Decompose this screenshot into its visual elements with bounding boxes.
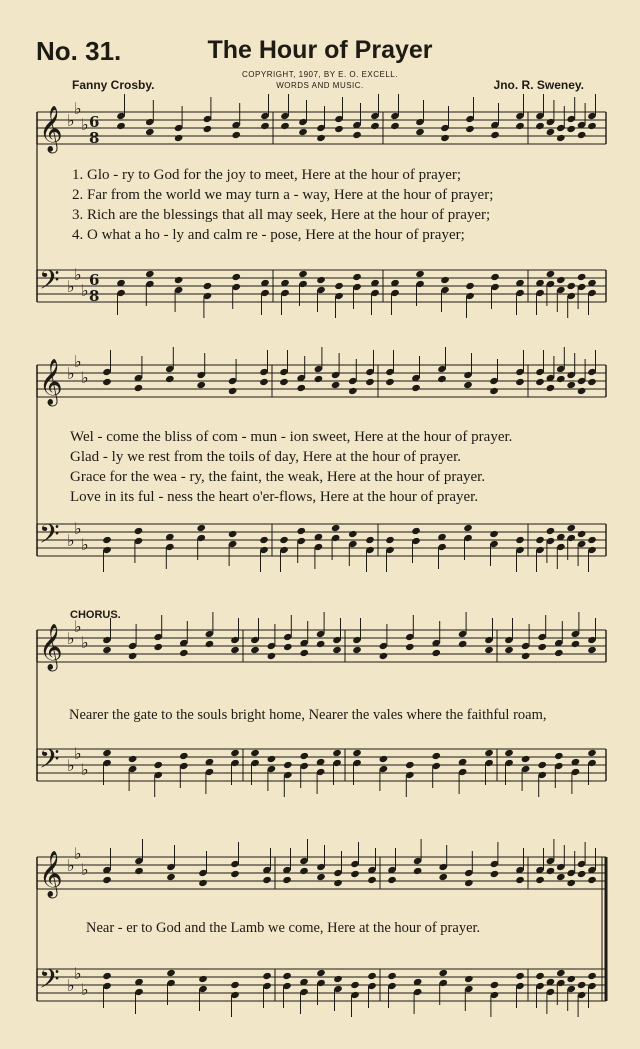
note-head	[535, 122, 545, 130]
note-head	[521, 755, 531, 763]
note-head	[556, 134, 566, 142]
note-head	[379, 755, 389, 763]
note-head	[405, 643, 415, 651]
note-head	[260, 122, 270, 130]
note-head	[411, 384, 421, 392]
note-head	[198, 879, 208, 887]
note-head	[515, 972, 525, 980]
note-head	[332, 646, 342, 654]
flat-icon: ♭	[81, 535, 89, 554]
note-head	[535, 972, 545, 980]
note-head	[546, 867, 556, 875]
note-head	[577, 530, 587, 538]
flat-icon: ♭	[81, 760, 89, 779]
note-head	[230, 646, 240, 654]
composer: Jno. R. Sweney.	[493, 78, 584, 92]
flat-icon: ♭	[74, 519, 82, 538]
note-head	[370, 122, 380, 130]
note-head	[546, 270, 556, 278]
note-head	[116, 122, 126, 130]
treble-clef-icon: 𝄞	[39, 359, 63, 405]
flat-icon: ♭	[67, 111, 75, 130]
note-head	[465, 282, 475, 290]
note-head	[231, 273, 241, 281]
note-head	[316, 134, 326, 142]
note-head	[279, 378, 289, 386]
flat-icon: ♭	[74, 964, 82, 983]
note-head	[102, 749, 112, 757]
note-head	[379, 652, 389, 660]
note-head	[438, 969, 448, 977]
note-head	[587, 749, 597, 757]
note-head	[279, 536, 289, 544]
note-head	[166, 873, 176, 881]
note-head	[464, 879, 474, 887]
note-head	[296, 527, 306, 535]
time-signature-top: 6	[89, 113, 100, 131]
note-head	[489, 530, 499, 538]
note-head	[134, 527, 144, 535]
bass-clef-icon: 𝄢	[39, 264, 60, 302]
chorus-line-2: Near - er to God and the Lamb we come, Here at the hour of prayer.	[86, 920, 481, 936]
flat-icon: ♭	[67, 856, 75, 875]
flat-icon: ♭	[67, 976, 75, 995]
note-head	[415, 270, 425, 278]
bass-clef-icon: 𝄢	[39, 743, 60, 781]
note-head	[566, 381, 576, 389]
flat-icon: ♭	[81, 368, 89, 387]
note-head	[556, 375, 566, 383]
note-head	[490, 273, 500, 281]
note-head	[535, 536, 545, 544]
note-head	[587, 122, 597, 130]
note-head	[228, 530, 238, 538]
note-head	[262, 972, 272, 980]
note-head	[537, 643, 547, 651]
note-head	[231, 131, 241, 139]
note-head	[458, 640, 468, 648]
note-head	[490, 870, 500, 878]
note-head	[463, 381, 473, 389]
note-head	[250, 749, 260, 757]
note-head	[438, 873, 448, 881]
chorus-line-1: Nearer the gate to the souls bright home, Nearer the vales where the faithful roam,	[69, 707, 547, 723]
time-signature-bottom: 8	[89, 287, 100, 305]
flat-icon: ♭	[67, 531, 75, 550]
flat-icon: ♭	[74, 744, 82, 763]
note-head	[556, 969, 566, 977]
verse-1-line-b: Wel - come the bliss of com - mun - ion sweet, Here at the hour of prayer.	[70, 429, 513, 445]
bass-clef-icon: 𝄢	[39, 963, 60, 1001]
hymn-title: The Hour of Prayer	[207, 36, 433, 64]
verse-3-line-a: 3. Rich are the blessings that all may seek, Here at the hour of prayer;	[72, 207, 491, 223]
note-head	[299, 649, 309, 657]
note-head	[566, 975, 576, 983]
note-head	[267, 652, 277, 660]
flat-icon: ♭	[81, 980, 89, 999]
flat-icon: ♭	[74, 265, 82, 284]
note-head	[587, 646, 597, 654]
hymn-number: No. 31.	[36, 36, 122, 66]
note-head	[333, 879, 343, 887]
note-head	[587, 536, 597, 544]
note-head	[504, 749, 514, 757]
note-head	[230, 981, 240, 989]
flat-icon: ♭	[81, 633, 89, 652]
flat-icon: ♭	[74, 352, 82, 371]
note-head	[515, 122, 525, 130]
note-head	[179, 649, 189, 657]
time-signature-bottom: 8	[89, 129, 100, 147]
note-head	[440, 276, 450, 284]
note-head	[577, 981, 587, 989]
note-head	[546, 128, 556, 136]
note-head	[102, 876, 112, 884]
note-head	[365, 378, 375, 386]
note-head	[385, 378, 395, 386]
flat-icon: ♭	[67, 364, 75, 383]
note-head	[521, 652, 531, 660]
note-head	[566, 879, 576, 887]
note-head	[331, 524, 341, 532]
treble-clef-icon: 𝄞	[39, 851, 63, 897]
note-head	[250, 646, 260, 654]
note-head	[153, 761, 163, 769]
note-head	[535, 876, 545, 884]
flat-icon: ♭	[67, 629, 75, 648]
note-head	[134, 867, 144, 875]
note-head	[145, 270, 155, 278]
note-head	[203, 125, 213, 133]
chorus-label: CHORUS.	[70, 609, 121, 621]
note-head	[352, 273, 362, 281]
verse-4-line-b: Love in its ful - ness the heart o'er-flows, Here at the hour of prayer.	[70, 489, 479, 505]
note-head	[296, 384, 306, 392]
note-head	[365, 536, 375, 544]
note-head	[464, 975, 474, 983]
note-head	[515, 536, 525, 544]
note-head	[102, 972, 112, 980]
note-head	[350, 870, 360, 878]
verse-4-line-a: 4. O what a ho - ly and calm re - pose, Here at the hour of prayer;	[72, 227, 465, 243]
note-head	[566, 282, 576, 290]
note-head	[198, 975, 208, 983]
note-head	[504, 646, 514, 654]
time-signature-top: 6	[89, 271, 100, 289]
note-head	[267, 755, 277, 763]
note-head	[546, 384, 556, 392]
note-head	[230, 870, 240, 878]
note-head	[102, 646, 112, 654]
flat-icon: ♭	[81, 281, 89, 300]
lyricist: Fanny Crosby.	[72, 78, 155, 92]
note-head	[282, 972, 292, 980]
note-head	[128, 652, 138, 660]
note-head	[316, 276, 326, 284]
note-head	[352, 131, 362, 139]
note-head	[413, 867, 423, 875]
note-head	[566, 125, 576, 133]
note-head	[283, 761, 293, 769]
note-head	[390, 122, 400, 130]
note-head	[556, 873, 566, 881]
note-head	[316, 640, 326, 648]
note-head	[367, 876, 377, 884]
note-head	[490, 981, 500, 989]
flat-icon: ♭	[74, 617, 82, 636]
note-head	[316, 969, 326, 977]
note-head	[587, 876, 597, 884]
note-head	[153, 643, 163, 651]
note-head	[387, 972, 397, 980]
note-head	[535, 378, 545, 386]
note-head	[299, 867, 309, 875]
note-head	[333, 975, 343, 983]
note-head	[165, 375, 175, 383]
flat-icon: ♭	[67, 756, 75, 775]
note-head	[314, 375, 324, 383]
verse-2-line-a: 2. Far from the world we may turn a - way, Here at the hour of prayer;	[72, 187, 494, 203]
note-head	[566, 524, 576, 532]
note-head	[546, 527, 556, 535]
note-head	[332, 749, 342, 757]
verse-1-line-a: 1. Glo - ry to God for the joy to meet, Here at the hour of prayer;	[72, 167, 462, 183]
note-head	[282, 876, 292, 884]
note-head	[484, 646, 494, 654]
note-head	[515, 876, 525, 884]
note-head	[556, 276, 566, 284]
note-head	[203, 282, 213, 290]
note-head	[387, 876, 397, 884]
flat-icon: ♭	[74, 844, 82, 863]
note-head	[463, 524, 473, 532]
treble-clef-icon: 𝄞	[39, 624, 63, 670]
note-head	[205, 640, 215, 648]
treble-clef-icon: 𝄞	[39, 106, 63, 152]
note-head	[259, 378, 269, 386]
note-head	[179, 752, 189, 760]
note-head	[571, 640, 581, 648]
note-head	[196, 381, 206, 389]
note-head	[440, 134, 450, 142]
note-head	[489, 387, 499, 395]
note-head	[174, 276, 184, 284]
note-head	[385, 536, 395, 544]
note-head	[334, 125, 344, 133]
note-head	[437, 375, 447, 383]
note-head	[102, 378, 112, 386]
note-head	[554, 649, 564, 657]
note-head	[577, 870, 587, 878]
note-head	[577, 387, 587, 395]
note-head	[405, 761, 415, 769]
note-head	[587, 378, 597, 386]
note-head	[415, 128, 425, 136]
note-head	[490, 131, 500, 139]
note-head	[334, 282, 344, 290]
bass-clef-icon: 𝄢	[39, 518, 60, 556]
note-head	[331, 381, 341, 389]
flat-icon: ♭	[81, 860, 89, 879]
verse-3-line-b: Grace for the wea - ry, the faint, the weak, Here at the hour of prayer.	[70, 469, 486, 485]
note-head	[259, 536, 269, 544]
note-head	[298, 128, 308, 136]
note-head	[228, 387, 238, 395]
note-head	[577, 131, 587, 139]
note-head	[352, 646, 362, 654]
flat-icon: ♭	[81, 115, 89, 134]
note-head	[352, 749, 362, 757]
note-head	[431, 752, 441, 760]
copyright-line: COPYRIGHT, 1907, BY E. O. EXCELL.	[242, 70, 398, 79]
note-head	[134, 384, 144, 392]
note-head	[515, 378, 525, 386]
note-head	[262, 876, 272, 884]
verse-2-line-b: Glad - ly we rest from the toils of day, Here at the hour of prayer.	[70, 449, 461, 465]
note-head	[230, 749, 240, 757]
note-head	[484, 749, 494, 757]
note-head	[102, 536, 112, 544]
note-head	[145, 128, 155, 136]
flat-icon: ♭	[74, 99, 82, 118]
note-head	[411, 527, 421, 535]
note-head	[196, 524, 206, 532]
note-head	[299, 752, 309, 760]
copyright-subline: WORDS AND MUSIC.	[276, 81, 364, 90]
note-head	[465, 125, 475, 133]
note-head	[316, 873, 326, 881]
note-head	[298, 270, 308, 278]
note-head	[348, 530, 358, 538]
note-head	[283, 643, 293, 651]
note-head	[174, 134, 184, 142]
note-head	[348, 387, 358, 395]
note-head	[280, 122, 290, 130]
note-head	[350, 981, 360, 989]
note-head	[554, 752, 564, 760]
note-head	[431, 649, 441, 657]
note-head	[587, 972, 597, 980]
note-head	[577, 273, 587, 281]
note-head	[367, 972, 377, 980]
note-head	[128, 755, 138, 763]
note-head	[166, 969, 176, 977]
note-head	[537, 761, 547, 769]
flat-icon: ♭	[67, 277, 75, 296]
